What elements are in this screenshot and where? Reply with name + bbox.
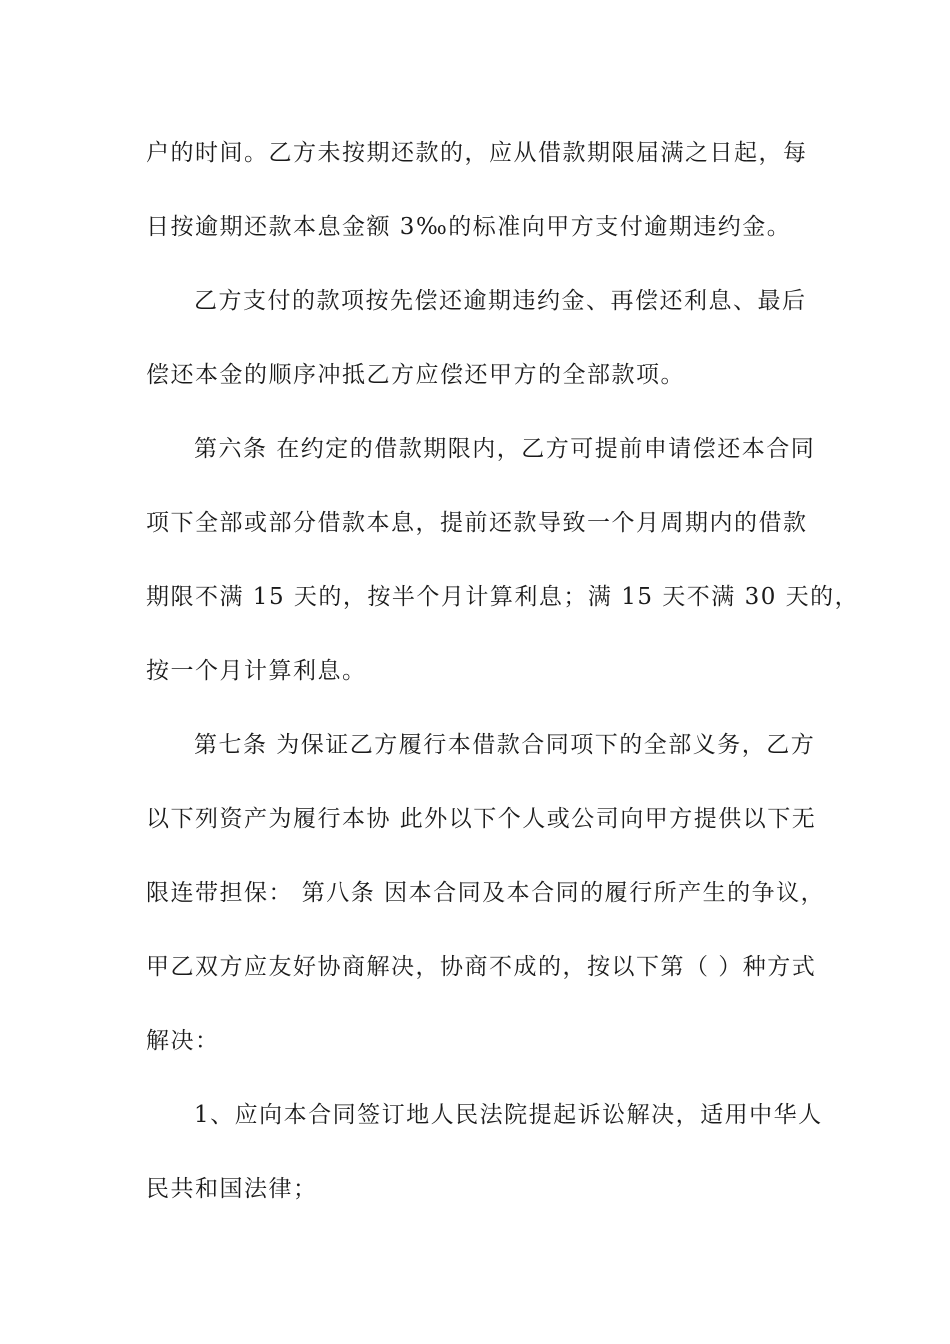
text-line: 偿还本金的顺序冲抵乙方应偿还甲方的全部款项。: [146, 362, 685, 388]
text-line: 日按逾期还款本息金额 3‰的标准向甲方支付逾期违约金。: [146, 214, 792, 240]
text-line: 期限不满 15 天的，按半个月计算利息；满 15 天不满 30 天的，: [146, 584, 860, 610]
text-line: 按一个月计算利息。: [146, 658, 367, 684]
text-line: 民共和国法律；: [146, 1176, 318, 1202]
text-line: 甲乙双方应友好协商解决，协商不成的，按以下第（ ）种方式: [146, 954, 817, 980]
text-line: 以下列资产为履行本协 此外以下个人或公司向甲方提供以下无: [146, 806, 817, 832]
paragraph-start-line: 乙方支付的款项按先偿还逾期违约金、再偿还利息、最后: [194, 288, 807, 314]
text-line: 限连带担保： 第八条 因本合同及本合同的履行所产生的争议，: [146, 880, 826, 906]
text-line: 解决：: [146, 1028, 220, 1054]
text-line: 项下全部或部分借款本息，提前还款导致一个月周期内的借款: [146, 510, 808, 536]
text-line: 户的时间。乙方未按期还款的，应从借款期限届满之日起，每: [146, 140, 808, 166]
list-item-one-line: 1、应向本合同签订地人民法院提起诉讼解决，适用中华人: [194, 1102, 823, 1128]
article-seven-heading-line: 第七条 为保证乙方履行本借款合同项下的全部义务，乙方: [194, 732, 816, 758]
article-six-heading-line: 第六条 在约定的借款期限内，乙方可提前申请偿还本合同: [194, 436, 816, 462]
